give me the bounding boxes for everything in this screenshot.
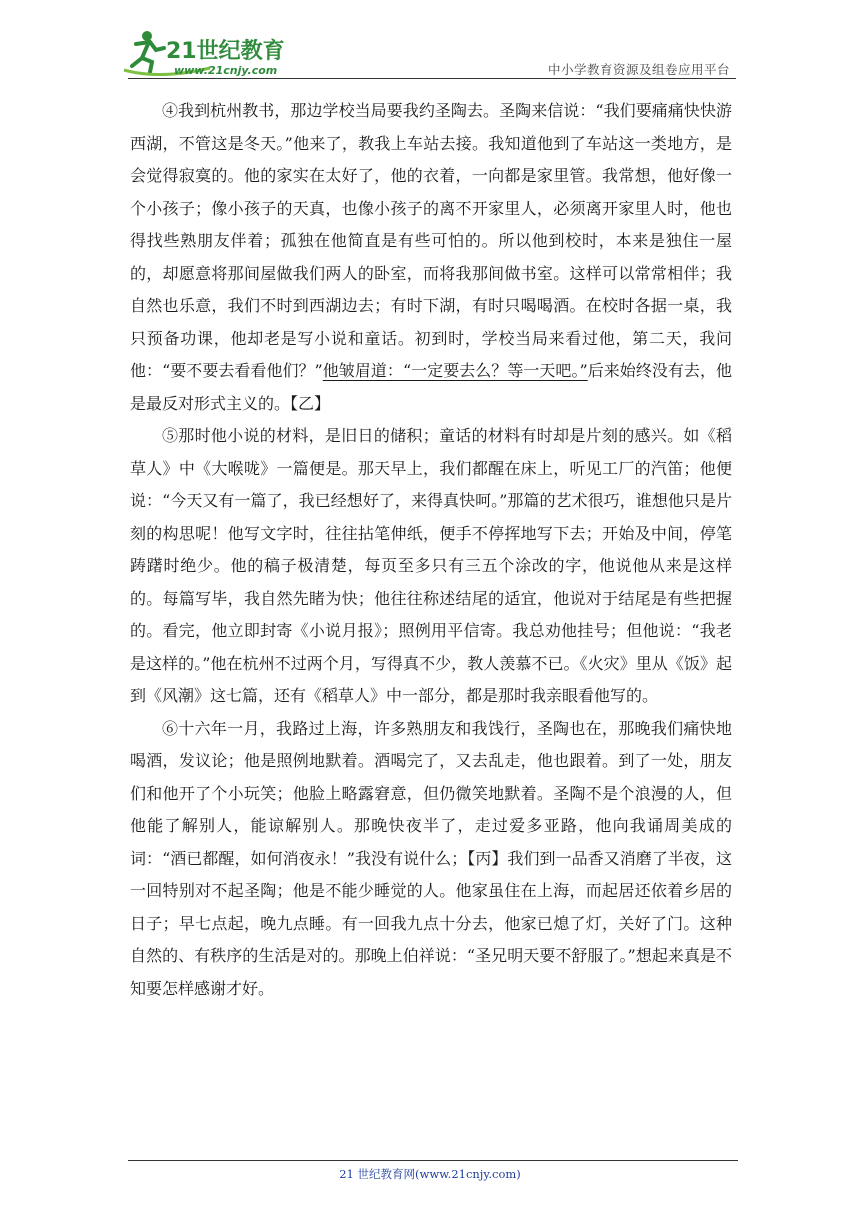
paragraph-5: ⑤那时他小说的材料，是旧日的储积；童话的材料有时却是片刻的感兴。如《稻草人》中《大喉咙》一篇便是。那天早上，我们都醒在床上，听见工厂的汽笛；他便说：“今天又有一篇了，我已经想好了，来得真快呵。”那篇的艺术很巧，谁想他只是片刻的构思呢！他写文字时，往往拈笔伸纸，便手不停挥地写下去；开始及中间，停笔踌躇时绝少。他的稿子极清楚，每页至多只有三五个涂改的字，他说他从来是这样的。每篇写毕，我自然先睹为快；他往往称述结尾的适宜，他说对于结尾是有些把握的。看完，他立即封寄《小说月报》；照例用平信寄。我总劝他挂号；但他说：“我老是这样的。”他在杭州不过两个月，写得真不少，教人羡慕不已。《火灾》里从《饭》起到《风潮》这七篇，还有《稻草人》中一部分，都是那时我亲眼看他写的。 — [130, 426, 732, 705]
paragraph-4-text-a: ④我到杭州教书，那边学校当局要我约圣陶去。圣陶来信说：“我们要痛痛快快游西湖，不管这是冬天。”他来了，教我上车站去接。我知道他到了车站这一类地方，是会觉得寂寞的。他的家实在太好了，他的衣着，一向都是家里管。我常想，他好像一个小孩子；像小孩子的天真，也像小孩子的离不开家里人，必须离开家里人时，他也得找些熟朋友伴着；孤独在他简直是有些可怕的。所以他到校时，本来是独住一屋的，却愿意将那间屋做我们两人的卧室，而将我那间做书室。这样可以常常相伴；我自然也乐意，我们不时到西湖边去；有时下湖，有时只喝喝酒。在校时各据一桌，我只预备功课，他却老是写小说和童话。初到时，学校当局来看过他，第二天，我问他：“要不要去看看他们？” — [130, 101, 732, 380]
header-slogan: 中小学教育资源及组卷应用平台 — [547, 62, 730, 77]
runner-logo-icon — [120, 28, 290, 80]
paragraph-4-text-b: 后来始终没有去，他是最反对形式主义的。【乙】 — [130, 361, 732, 413]
page-header — [0, 0, 860, 90]
svg-text:www.21cnjy.com: www.21cnjy.com — [174, 64, 278, 77]
underlined-sentence: 他皱眉道：“一定要去么？等一天吧。” — [322, 361, 588, 380]
article-body — [130, 95, 732, 1005]
footer-site-link[interactable]: 21 世纪教育网(www.21cnjy.com) — [339, 1167, 521, 1181]
svg-text:21世纪教育: 21世纪教育 — [166, 39, 285, 64]
paragraph-4 — [130, 95, 732, 420]
header-divider — [128, 78, 736, 79]
footer-divider — [128, 1160, 738, 1161]
paragraph-6: ⑥十六年一月，我路过上海，许多熟朋友和我饯行，圣陶也在，那晚我们痛快地喝酒，发议论；他是照例地默着。酒喝完了，又去乱走，他也跟着。到了一处，朋友们和他开了个小玩笑；他脸上略露窘意，但仍微笑地默着。圣陶不是个浪漫的人，但他能了解别人，能谅解别人。那晚快夜半了，走过爱多亚路，他向我诵周美成的词：“酒已都醒，如何消夜永！”我没有说什么；【丙】我们到一品香又消磨了半夜，这一回特别对不起圣陶；他是不能少睡觉的人。他家虽住在上海，而起居还依着乡居的日子；早七点起，晚九点睡。有一回我九点十分去，他家已熄了灯，关好了门。这种自然的、有秩序的生活是对的。那晚上伯祥说：“圣兄明天要不舒服了。”想起来真是不知要怎样感谢才好。 — [130, 718, 732, 998]
site-logo[interactable] — [120, 28, 290, 80]
